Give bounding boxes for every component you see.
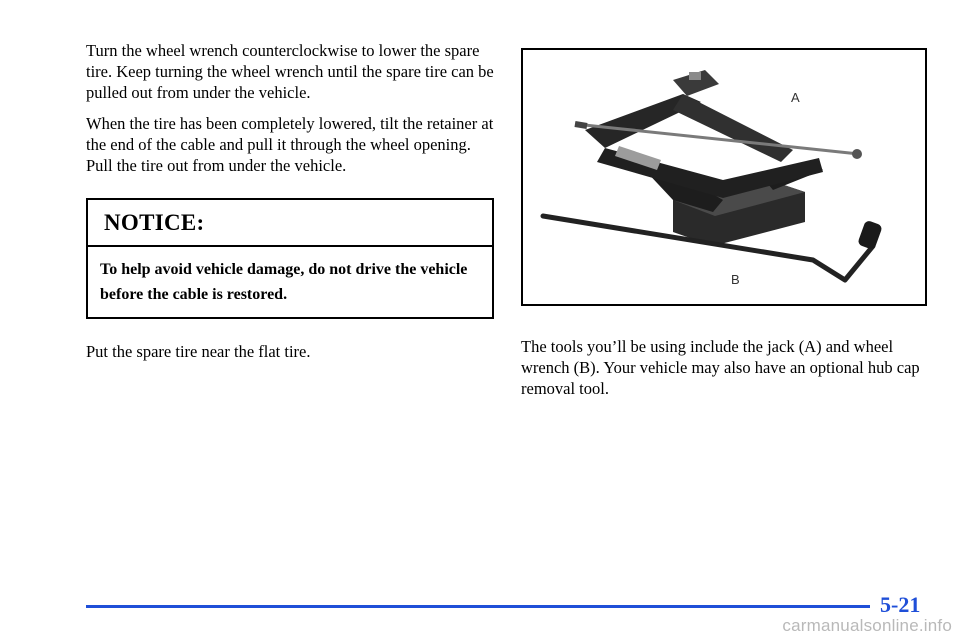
wheel-wrench-socket bbox=[857, 220, 883, 251]
notice-box bbox=[86, 198, 494, 319]
instruction-paragraph-1: Turn the wheel wrench counterclockwise to lower the spare tire. Keep turning the wheel wrench until the spare tire can be pulled out from under the vehicle. bbox=[86, 41, 494, 102]
footer-rule bbox=[86, 605, 870, 608]
jack-screw-eye bbox=[852, 149, 862, 159]
jack-upper-arm-right bbox=[673, 94, 793, 162]
right-column bbox=[521, 48, 927, 399]
jack-screw-end bbox=[575, 124, 587, 126]
figure-caption: The tools you’ll be using include the jack (A) and wheel wrench (B). Your vehicle may also have an optional hub cap removal tool. bbox=[521, 337, 920, 398]
left-column bbox=[86, 40, 494, 372]
jack-saddle-bolt bbox=[689, 72, 701, 80]
instruction-paragraph-2: When the tire has been completely lowered, tilt the retainer at the end of the cable and pull it through the wheel opening. Pull the tire out from under the vehicle. bbox=[86, 114, 494, 175]
notice-text: To help avoid vehicle damage, do not drive the vehicle before the cable is restored. bbox=[100, 261, 468, 303]
label-b: B bbox=[731, 272, 740, 287]
jack-illustration bbox=[523, 50, 925, 304]
instruction-paragraph-3: Put the spare tire near the flat tire. bbox=[86, 342, 311, 361]
watermark: carmanualsonline.info bbox=[782, 616, 952, 635]
label-a: A bbox=[791, 90, 800, 105]
page-number: 5-21 bbox=[880, 592, 921, 617]
jack-and-wrench-figure bbox=[521, 48, 927, 306]
notice-title: NOTICE: bbox=[88, 200, 492, 247]
